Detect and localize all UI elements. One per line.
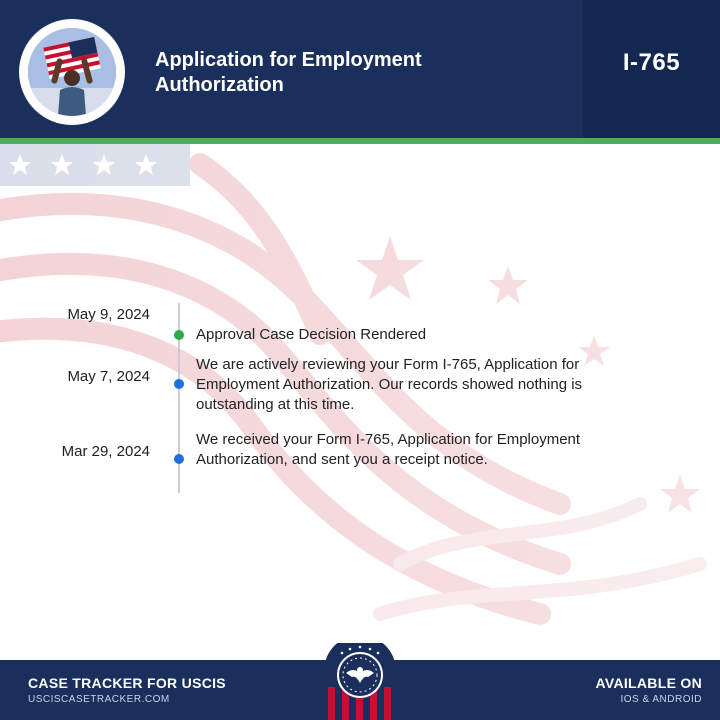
timeline-status: We received your Form I-765, Application for Employment Authorization, and sent you a receipt notice.: [196, 431, 581, 468]
timeline-status: We are actively reviewing your Form I-765, Application for Employment Authorization. Our records showed nothing is outstanding at this time.: [196, 356, 583, 413]
status-dot-icon: [174, 454, 184, 464]
timeline-date: May 9, 2024: [67, 306, 150, 323]
footer-brand-block: [28, 675, 226, 705]
timeline-date: Mar 29, 2024: [61, 443, 150, 460]
case-status-timeline: [0, 295, 720, 505]
footer-platforms: IOS & ANDROID: [620, 694, 702, 705]
timeline-date: May 7, 2024: [67, 368, 150, 385]
header-bar: [0, 0, 720, 138]
page-title: Application for Employment Authorization: [155, 49, 422, 96]
footer-available-label: AVAILABLE ON: [595, 675, 702, 691]
footer-availability: [595, 675, 702, 705]
timeline-status: Approval Case Decision Rendered: [196, 326, 427, 343]
form-number: I-765: [622, 49, 681, 76]
flag-person-icon: [28, 28, 116, 116]
status-dot-icon: [174, 379, 184, 389]
status-dot-icon: [174, 330, 184, 340]
form-number-box: [583, 0, 720, 138]
eagle-seal-icon: [320, 643, 400, 720]
app-logo: [19, 19, 125, 125]
footer-url[interactable]: USCISCASETRACKER.COM: [28, 694, 170, 705]
footer-brand: CASE TRACKER FOR USCIS: [28, 675, 226, 691]
